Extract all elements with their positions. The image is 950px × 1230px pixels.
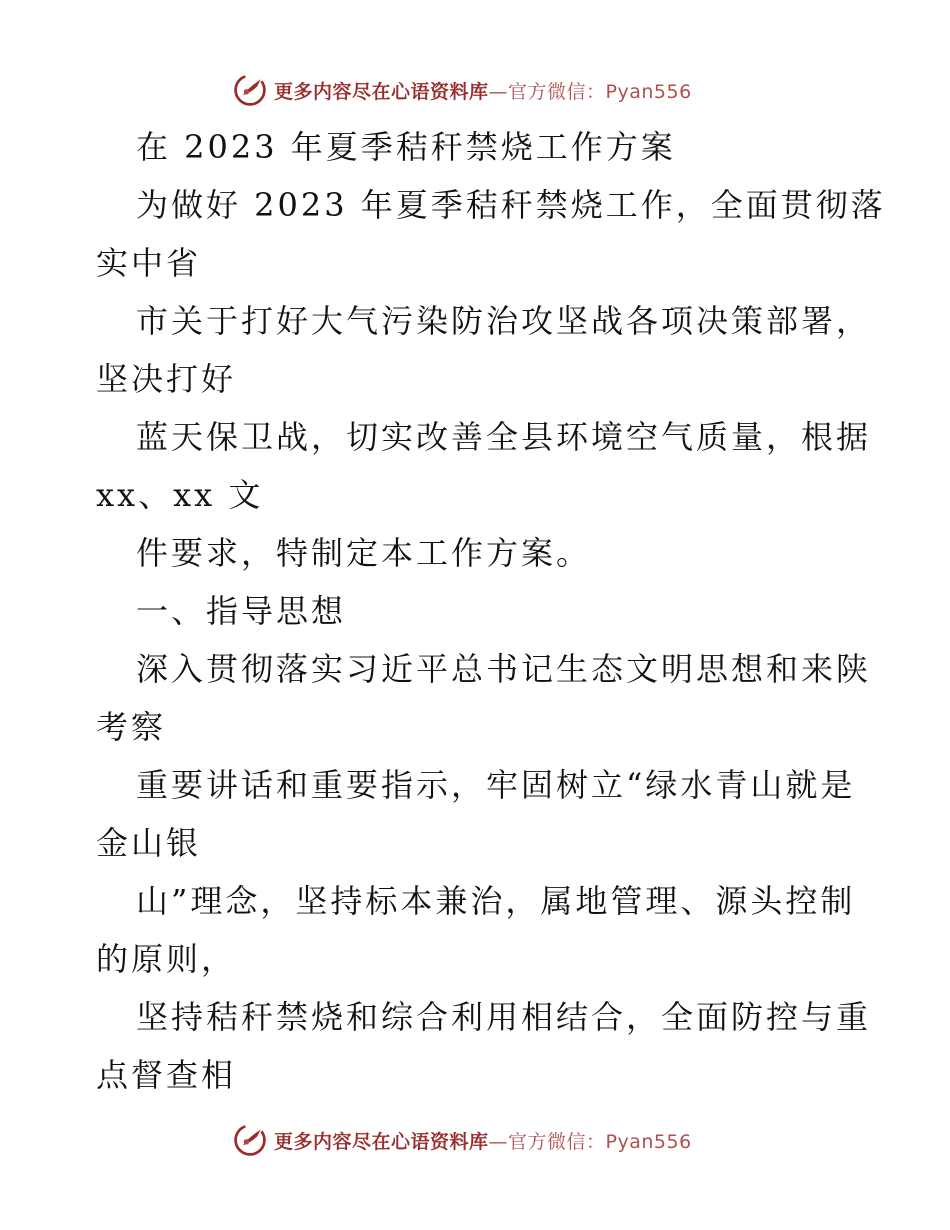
doc-line: 山”理念，坚持标本兼治，属地管理、源头控制 <box>136 882 856 920</box>
doc-line: 件要求，特制定本工作方案。 <box>136 534 592 572</box>
watermark-sub-text: —官方微信：Pyan556 <box>488 1130 692 1153</box>
doc-title: 在 2023 年夏季秸秆禁烧工作方案 <box>136 128 676 166</box>
watermark-banner-bottom <box>232 1120 692 1160</box>
doc-line: 坚持秸秆禁烧和综合利用相结合，全面防控与重 <box>136 998 872 1036</box>
doc-line: 点督查相 <box>96 1056 237 1094</box>
brush-logo-icon <box>232 72 268 108</box>
doc-line: 为做好 2023 年夏季秸秆禁烧工作，全面贯彻落 <box>136 186 886 224</box>
watermark-sub-text: —官方微信：Pyan556 <box>488 80 692 103</box>
doc-line: 的原则， <box>96 940 237 978</box>
brush-logo-icon <box>232 1122 268 1158</box>
watermark-main-text: 更多内容尽在心语资料库 <box>274 80 489 103</box>
doc-line: 金山银 <box>96 824 202 862</box>
doc-line: 深入贯彻落实习近平总书记生态文明思想和来陕 <box>136 650 872 688</box>
doc-line: 市关于打好大气污染防治攻坚战各项决策部署， <box>136 302 872 340</box>
doc-line: 实中省 <box>96 244 202 282</box>
doc-line: 蓝天保卫战，切实改善全县环境空气质量，根据 <box>136 418 872 456</box>
watermark-banner-top <box>232 70 692 110</box>
doc-line: 重要讲话和重要指示，牢固树立“绿水青山就是 <box>136 766 856 804</box>
watermark-main-text: 更多内容尽在心语资料库 <box>274 1130 489 1153</box>
doc-line: xx、xx 文 <box>96 476 264 514</box>
doc-line: 坚决打好 <box>96 360 237 398</box>
doc-line: 考察 <box>96 708 167 746</box>
document-body <box>96 118 886 1104</box>
section-heading: 一、指导思想 <box>136 592 347 630</box>
